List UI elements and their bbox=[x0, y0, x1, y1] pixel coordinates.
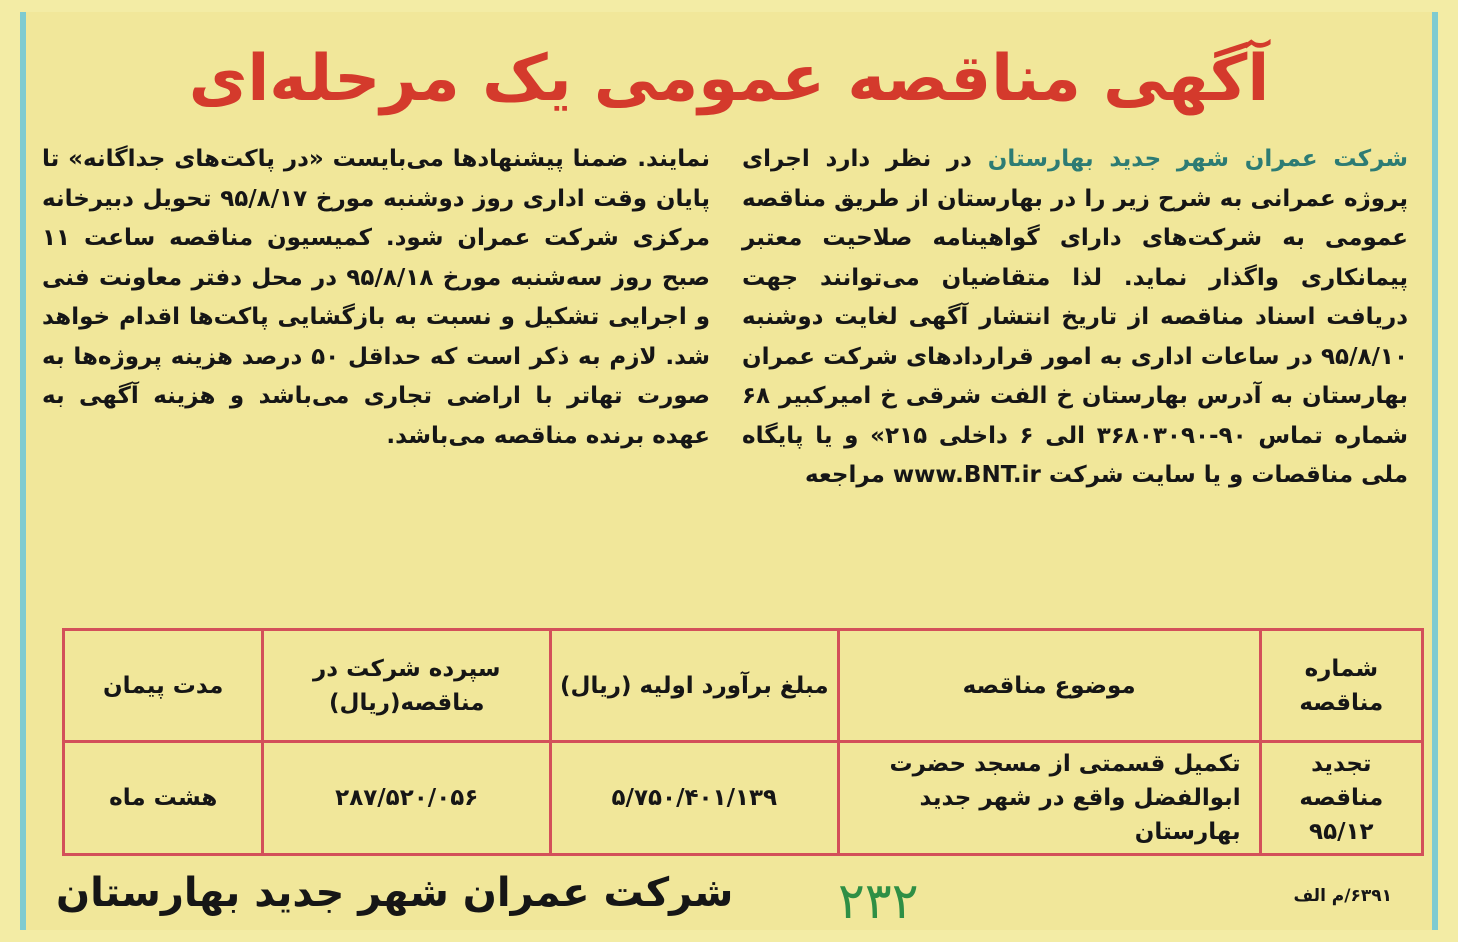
body-column-right bbox=[742, 140, 1408, 496]
cell-deposit: ۲۸۷/۵۲۰/۰۵۶ bbox=[263, 742, 551, 855]
header-duration: مدت پیمان bbox=[64, 630, 263, 742]
handwritten-number: ۲۳۲ bbox=[838, 872, 919, 930]
cell-subject: تکمیل قسمتی از مسجد حضرت ابوالفضل واقع در شهر جدید بهارستان bbox=[838, 742, 1260, 855]
header-deposit: سپرده شرکت در مناقصه(ریال) bbox=[263, 630, 551, 742]
table-row bbox=[64, 742, 1423, 855]
website-link[interactable]: www.BNT.ir bbox=[892, 462, 1041, 488]
body-paragraph-2: نمایند. ضمنا پیشنهادها می‌بایست «در پاکت‌های جداگانه» تا پایان وقت اداری روز دوشنبه مورخ ۹۵/۸/۱۷ تحویل دبیرخانه مرکزی شرکت عمران شود. کمیسیون مناقصه ساعت ۱۱ صبح روز سه‌شنبه مورخ ۹۵/۸/۱۸ در محل دفتر معاونت فنی و اجرایی تشکیل و نسبت به بازگشایی پاکت‌ها اقدام خواهد شد. لازم به ذکر است که حداقل ۵۰ درصد هزینه پروژه‌ها به صورت تهاتر با اراضی تجاری می‌باشد و هزینه آگهی به عهده برنده مناقصه می‌باشد. bbox=[42, 146, 711, 449]
ad-title: آگهی مناقصه عمومی یک مرحله‌ای bbox=[188, 42, 1270, 116]
body-column-left bbox=[42, 140, 710, 456]
cell-duration: هشت ماه bbox=[64, 742, 263, 855]
tender-table bbox=[62, 628, 1424, 856]
header-tender-number: شماره مناقصه bbox=[1260, 630, 1422, 742]
header-estimate: مبلغ برآورد اولیه (ریال) bbox=[551, 630, 839, 742]
ad-footer bbox=[26, 868, 1432, 928]
header-subject: موضوع مناقصه bbox=[838, 630, 1260, 742]
body-paragraph-1-end: مراجعه bbox=[804, 462, 893, 488]
table-header-row bbox=[64, 630, 1423, 742]
cell-estimate: ۵/۷۵۰/۴۰۱/۱۳۹ bbox=[551, 742, 839, 855]
company-name: شرکت عمران شهر جدید بهارستان bbox=[987, 146, 1409, 172]
newspaper-ad bbox=[20, 12, 1438, 930]
cell-tender-number: تجدید مناقصه ۹۵/۱۲ bbox=[1260, 742, 1422, 855]
body-paragraph-1: در نظر دارد اجرای پروژه عمرانی به شرح زیر را در بهارستان از طریق مناقصه عمومی به شرکت‌های دارای گواهینامه صلاحیت معتبر پیمانکاری واگذار نماید. لذا متقاضیان می‌توانند جهت دریافت اسناد مناقصه از تاریخ انتشار آگهی لغایت دوشنبه ۹۵/۸/۱۰ در ساعات اداری به امور قراردادهای شرکت عمران بهارستان به آدرس بهارستان خ الفت شرقی خ امیرکبیر ۶۸ شماره تماس ۹۰-۳۶۸۰۳۰۹۰ الی ۶ داخلی ۲۱۵» و یا پایگاه ملی مناقصات و یا سایت شرکت bbox=[742, 146, 1408, 488]
ad-reference-number: ۶۳۹۱/م الف bbox=[1293, 886, 1392, 906]
footer-company-name: شرکت عمران شهر جدید بهارستان bbox=[56, 870, 734, 916]
